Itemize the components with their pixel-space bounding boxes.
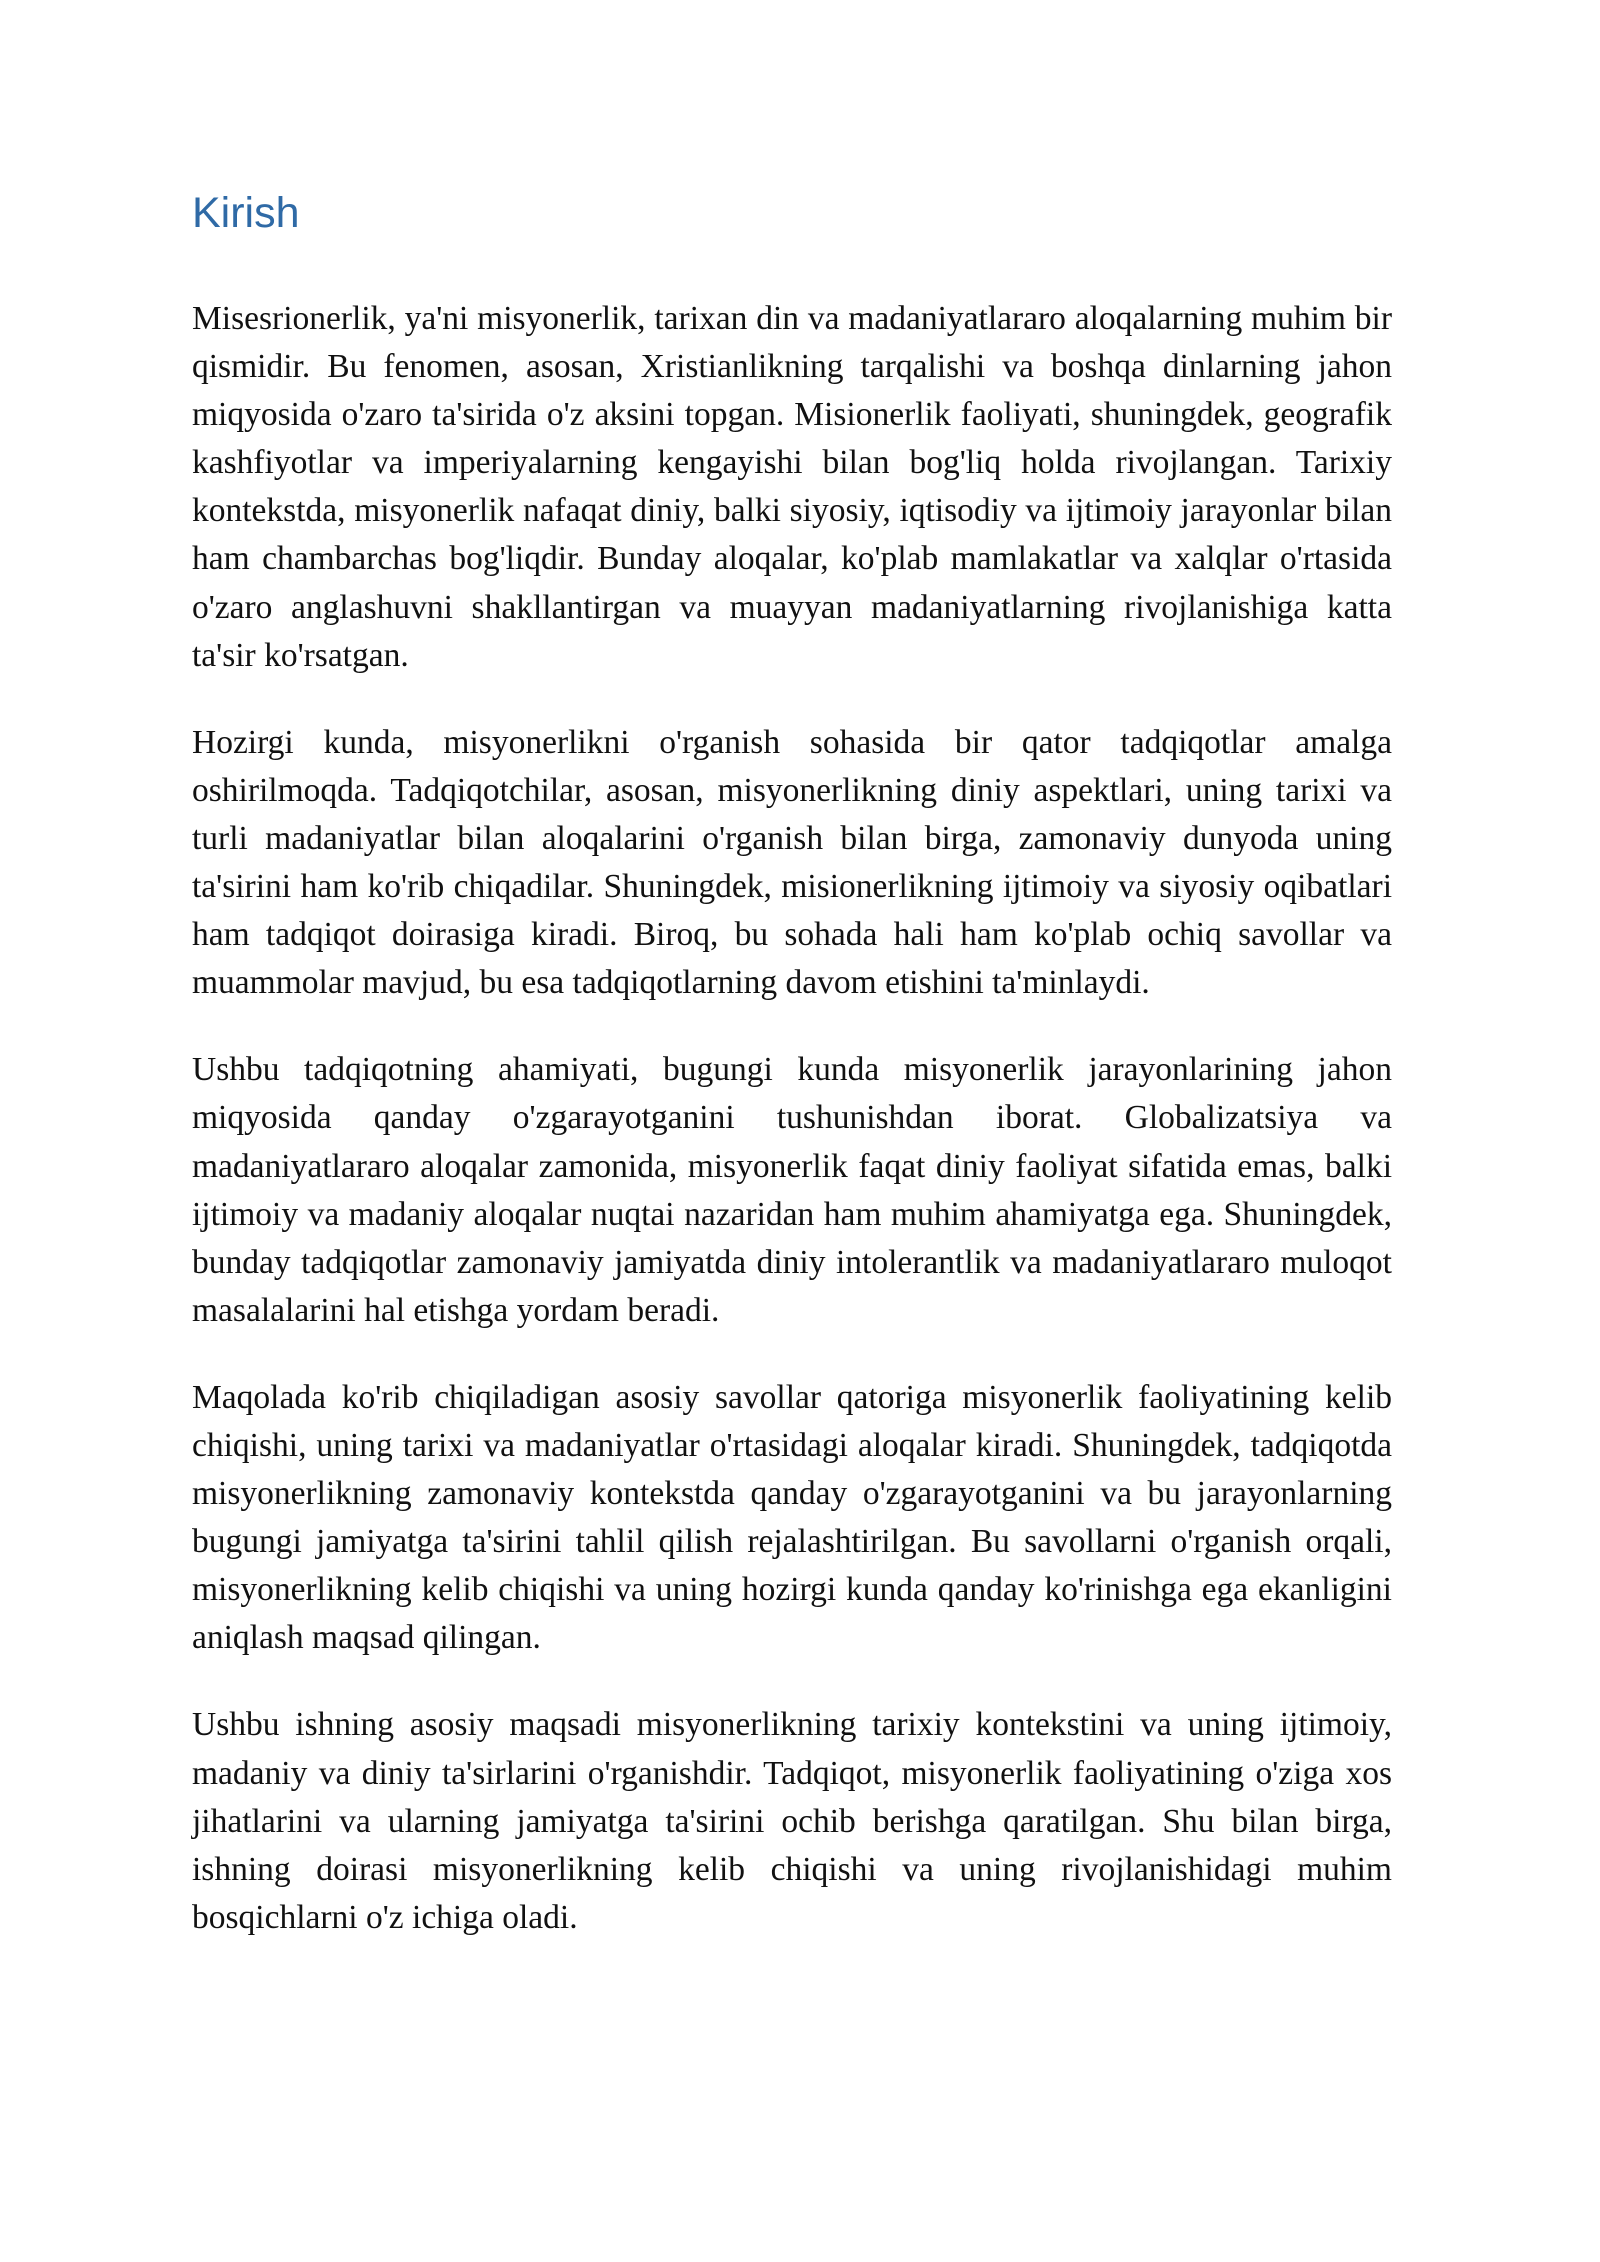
section-heading: Kirish [192, 189, 300, 237]
paragraph: Maqolada ko'rib chiqiladigan asosiy savollar qatoriga misyonerlik faoliyatining kelib chiqishi, uning tarixi va madaniyatlar o'rtasidagi aloqalar kiradi. Shuningdek, tadqiqotda misyonerlikning zamonaviy kontekstda qanday o'zgarayotganini va bu jarayonlarning bugungi jamiyatga ta'sirini tahlil qilish rejalashtirilgan. Bu savollarni o'rganish orqali, misyonerlikning kelib chiqishi va uning hozirgi kunda qanday ko'rinishga ega ekanligini aniqlash maqsad qilingan. [192, 1378, 1392, 1657]
body-text [192, 295, 1392, 1981]
paragraph: Misesrionerlik, ya'ni misyonerlik, tarixan din va madaniyatlararo aloqalarning muhim bir qismidir. Bu fenomen, asosan, Xristianlikning tarqalishi va boshqa dinlarning jahon miqyosida o'zaro ta'sirida o'z aksini topgan. Misionerlik faoliyati, shuningdek, geografik kashfiyotlar va imperiyalarning kengayishi bilan bog'liq holda rivojlangan. Tarixiy kontekstda, misyonerlik nafaqat diniy, balki siyosiy, iqtisodiy va ijtimoiy jarayonlar bilan ham chambarchas bog'liqdir. Bunday aloqalar, ko'plab mamlakatlar va xalqlar o'rtasida o'zaro anglashuvni shakllantirgan va muayyan madaniyatlarning rivojlanishiga katta ta'sir ko'rsatgan. [192, 300, 1392, 674]
paragraph: Ushbu ishning asosiy maqsadi misyonerlikning tarixiy kontekstini va uning ijtimoiy, madaniy va diniy ta'sirlarini o'rganishdir. Tadqiqot, misyonerlik faoliyatining o'ziga xos jihatlarini va ularning jamiyatga ta'sirini ochib berishga qaratilgan. Shu bilan birga, ishning doirasi misyonerlikning kelib chiqishi va uning rivojlanishidagi muhim bosqichlarni o'z ichiga oladi. [192, 1706, 1392, 1936]
paragraph: Hozirgi kunda, misyonerlikni o'rganish sohasida bir qator tadqiqotlar amalga oshirilmoqda. Tadqiqotchilar, asosan, misyonerlikning diniy aspektlari, uning tarixi va turli madaniyatlar bilan aloqalarini o'rganish bilan birga, zamonaviy dunyoda uning ta'sirini ham ko'rib chiqadilar. Shuningdek, misionerlikning ijtimoiy va siyosiy oqibatlari ham tadqiqot doirasiga kiradi. Biroq, bu sohada hali ham ko'plab ochiq savollar va muammolar mavjud, bu esa tadqiqotlarning davom etishini ta'minlaydi. [192, 723, 1392, 1002]
paragraph: Ushbu tadqiqotning ahamiyati, bugungi kunda misyonerlik jarayonlarining jahon miqyosida qanday o'zgarayotganini tushunishdan iborat. Globalizatsiya va madaniyatlararo aloqalar zamonida, misyonerlik faqat diniy faoliyat sifatida emas, balki ijtimoiy va madaniy aloqalar nuqtai nazaridan ham muhim ahamiyatga ega. Shuningdek, bunday tadqiqotlar zamonaviy jamiyatda diniy intolerantlik va madaniyatlararo muloqot masalalarini hal etishga yordam beradi. [192, 1051, 1392, 1329]
